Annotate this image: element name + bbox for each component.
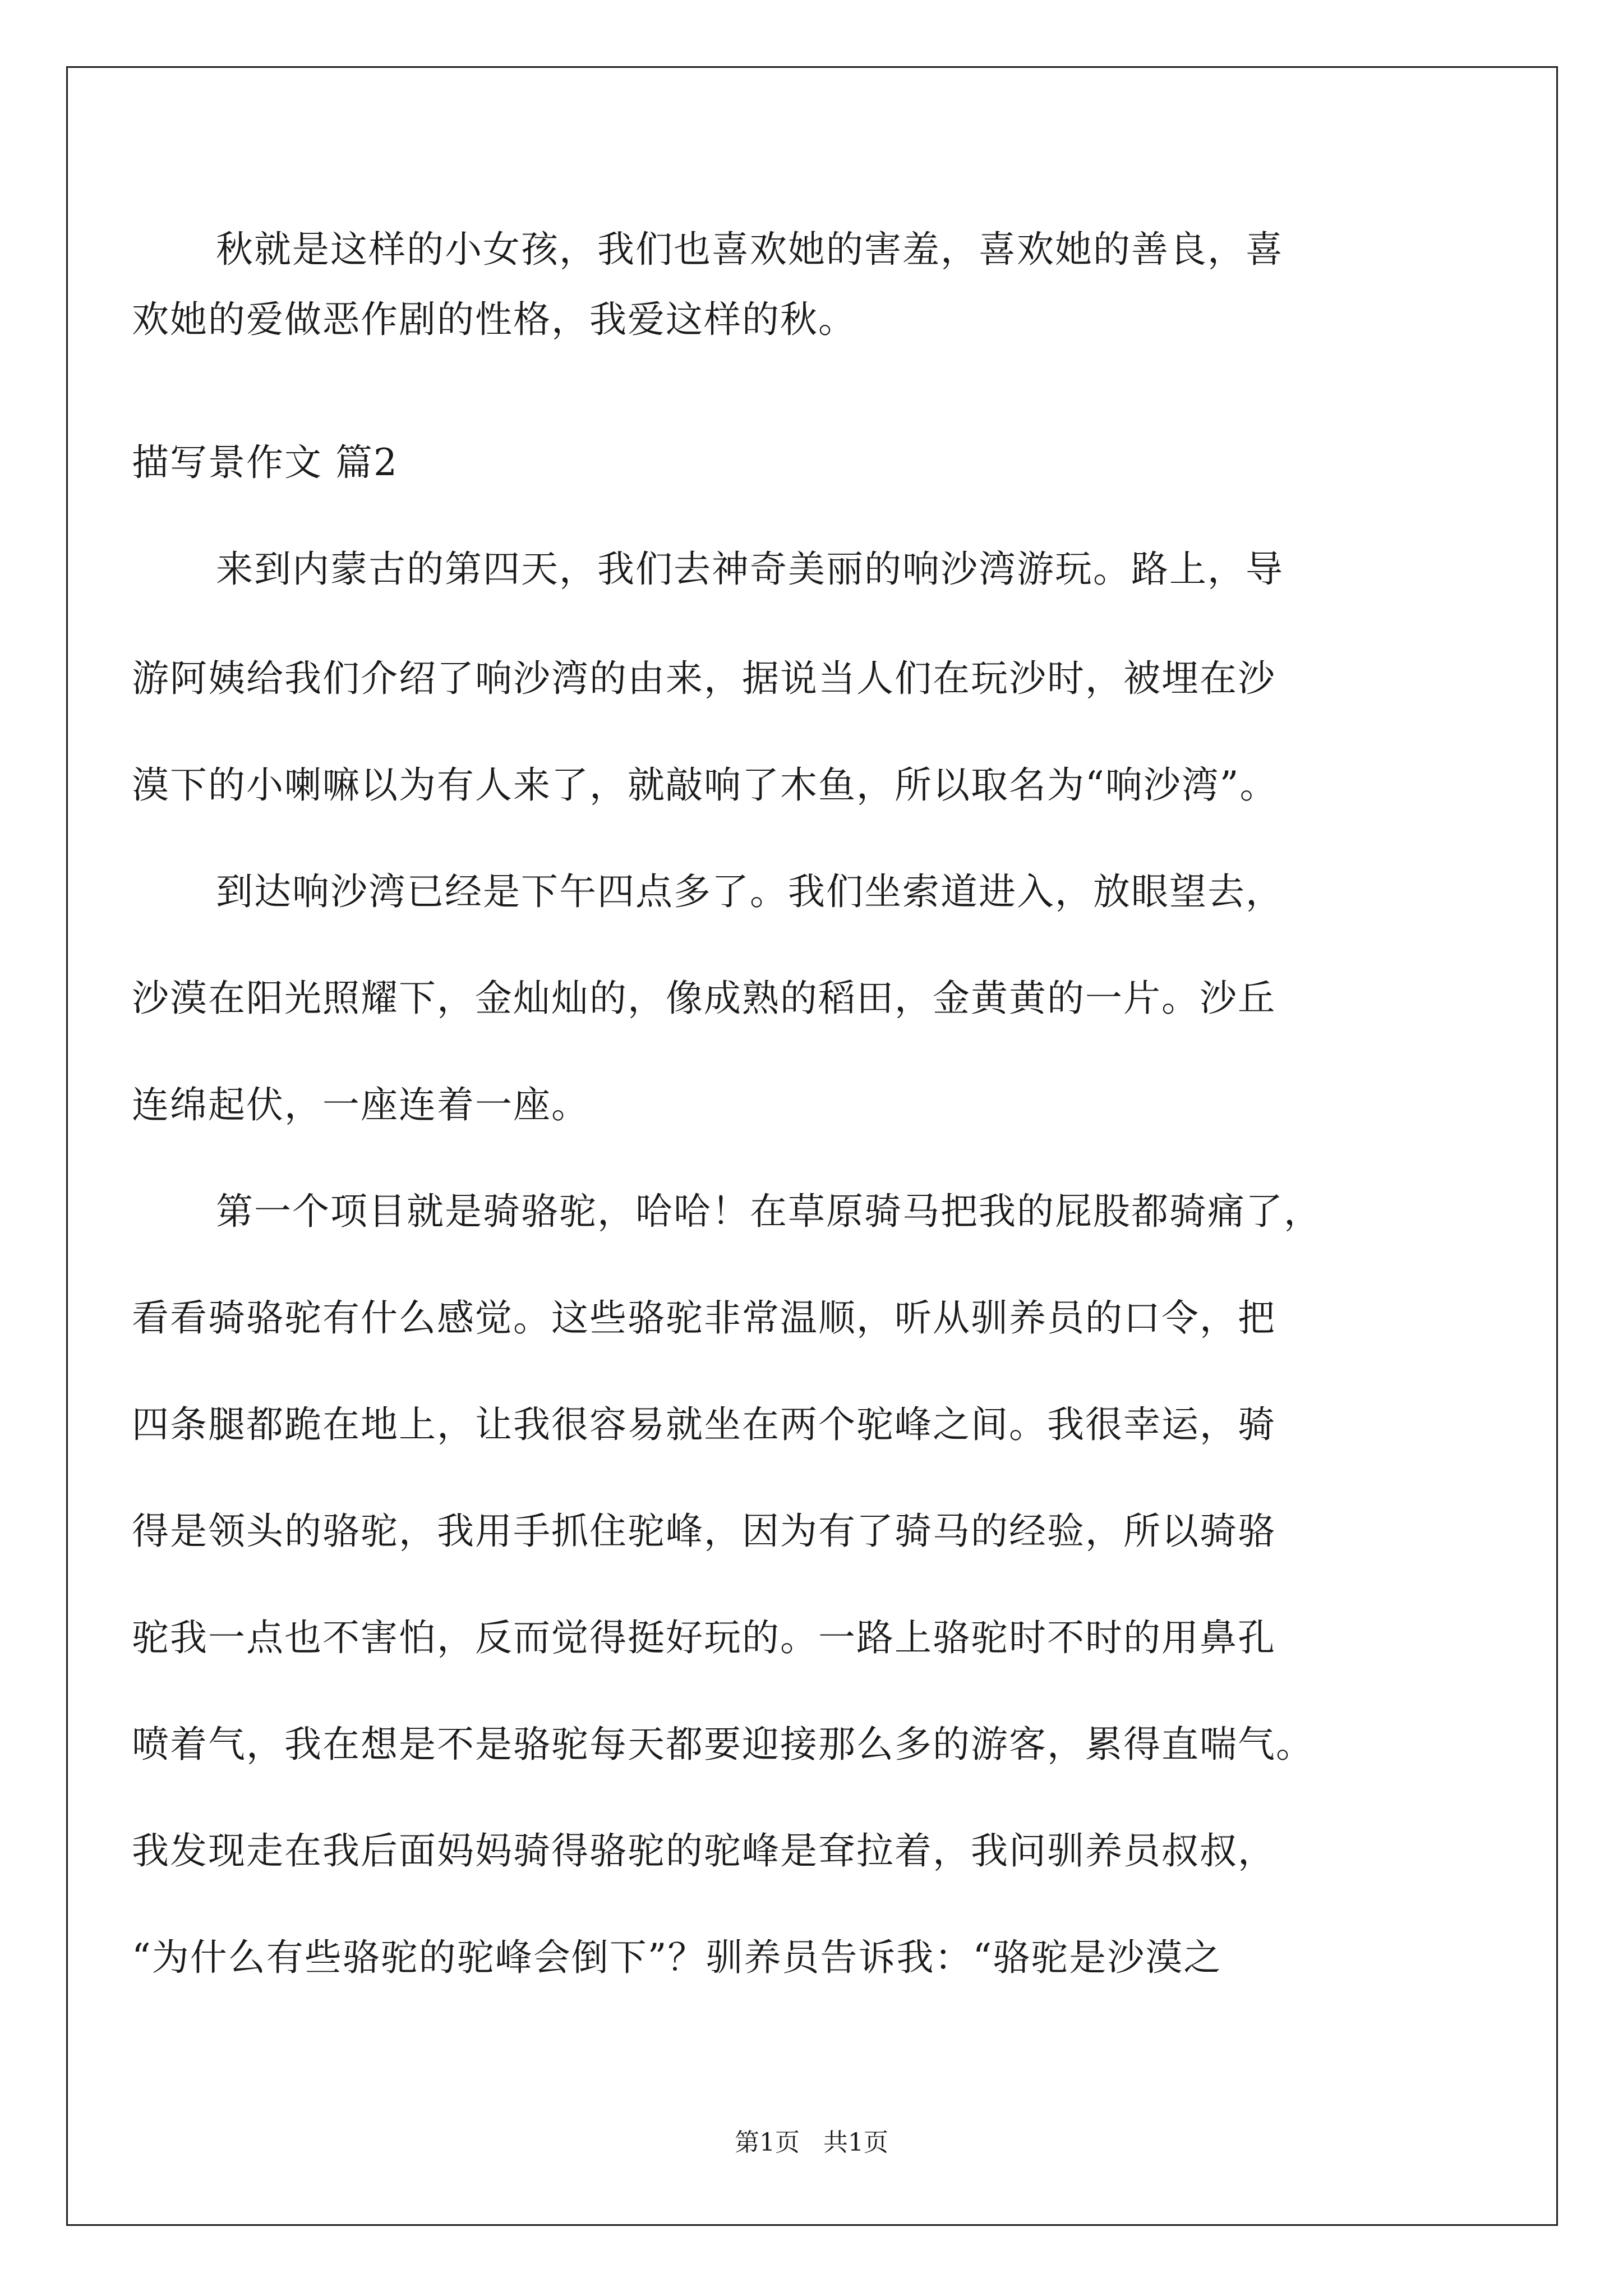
paragraph-line: 来到内蒙古的第四天，我们去神奇美丽的响沙湾游玩。路上，导 (216, 547, 1284, 591)
paragraph-line: 沙漠在阳光照耀下，金灿灿的，像成熟的稻田，金黄黄的一片。沙丘 (132, 977, 1276, 1020)
paragraph-line: 我发现走在我后面妈妈骑得骆驼的驼峰是耷拉着，我问驯养员叔叔， (132, 1829, 1276, 1872)
paragraph-line: 秋就是这样的小女孩，我们也喜欢她的害羞，喜欢她的善良，喜 (216, 228, 1284, 271)
paragraph-line: 得是领头的骆驼，我用手抓住驼峰，因为有了骑马的经验，所以骑骆 (132, 1510, 1276, 1553)
paragraph-line: 连绵起伏，一座连着一座。 (132, 1083, 589, 1126)
paragraph-line: 看看骑骆驼有什么感觉。这些骆驼非常温顺，听从驯养员的口令，把 (132, 1296, 1276, 1340)
page-number-footer: 第1页 共1页 (735, 2128, 888, 2157)
paragraph-line: 驼我一点也不害怕，反而觉得挺好玩的。一路上骆驼时不时的用鼻孔 (132, 1616, 1276, 1659)
paragraph-line: 欢她的爱做恶作剧的性格，我爱这样的秋。 (132, 298, 856, 341)
paragraph-line: 喷着气，我在想是不是骆驼每天都要迎接那么多的游客，累得直喘气。 (132, 1723, 1314, 1766)
paragraph-line: “为什么有些骆驼的驼峰会倒下”？驯养员告诉我：“骆驼是沙漠之 (132, 1936, 1222, 1979)
page-border (66, 66, 1558, 2226)
paragraph-line: 漠下的小喇嘛以为有人来了，就敲响了木鱼，所以取名为“响沙湾”。 (132, 763, 1278, 807)
paragraph-line: 四条腿都跪在地上，让我很容易就坐在两个驼峰之间。我很幸运，骑 (132, 1403, 1276, 1446)
paragraph-line: 第一个项目就是骑骆驼，哈哈！在草原骑马把我的屁股都骑痛了， (216, 1190, 1322, 1233)
paragraph-line: 游阿姨给我们介绍了响沙湾的由来，据说当人们在玩沙时，被埋在沙 (132, 657, 1276, 700)
section-heading: 描写景作文 篇2 (132, 441, 398, 484)
paragraph-line: 到达响沙湾已经是下午四点多了。我们坐索道进入，放眼望去， (216, 870, 1284, 913)
